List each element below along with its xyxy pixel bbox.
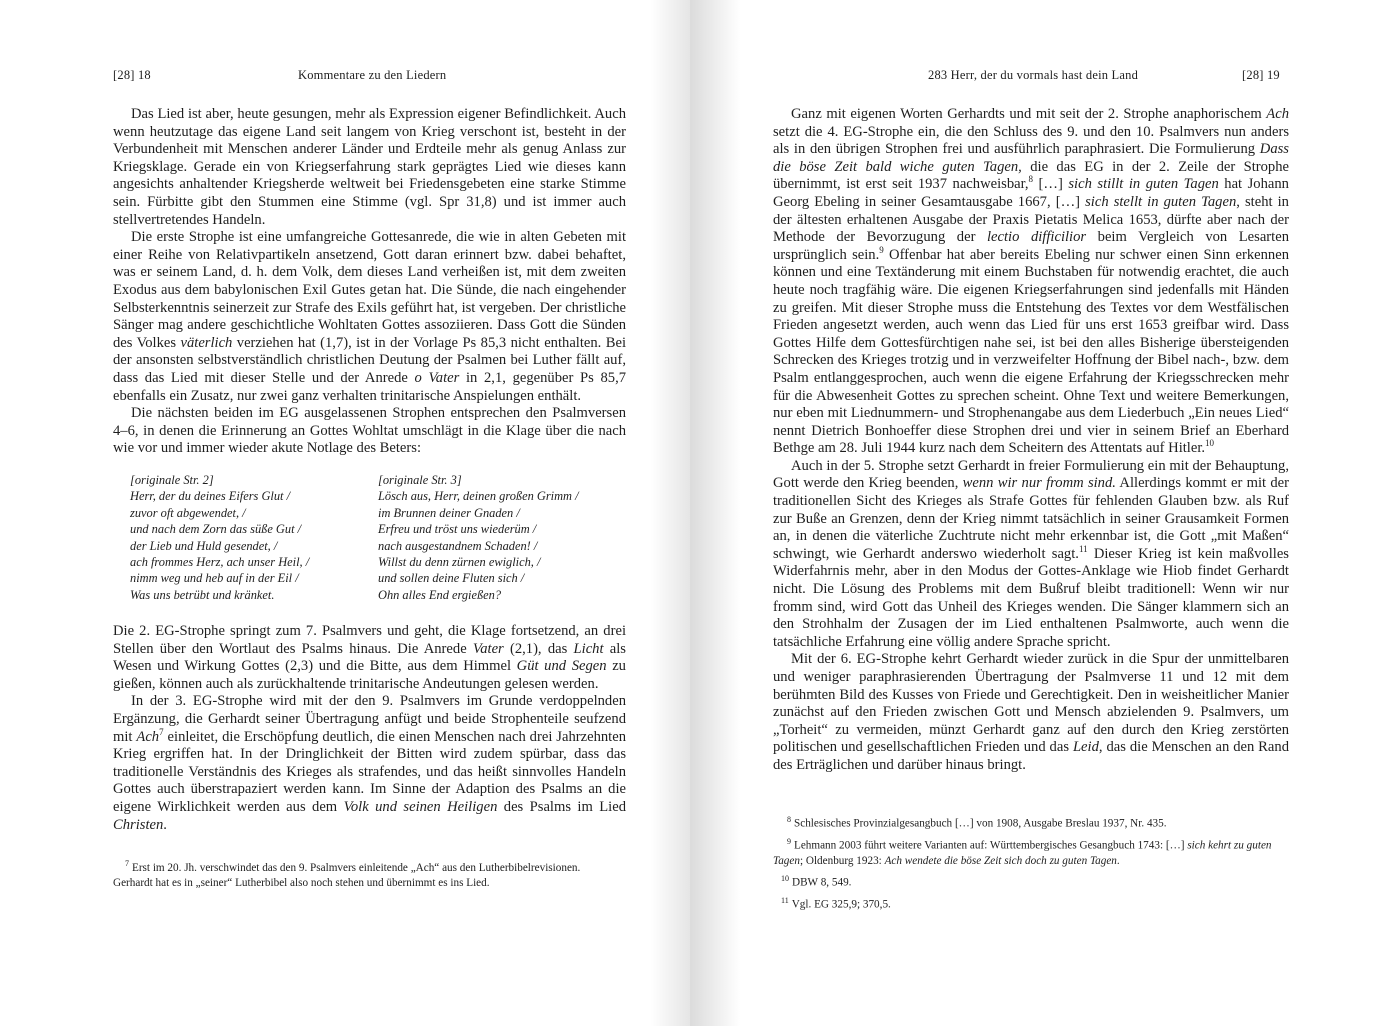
text-run: hat Johann Georg Ebeling in seiner Gesamtausgabe 1667, […] bbox=[773, 176, 1289, 210]
right-running-title: 283 Herr, der du vormals hast dein Land bbox=[928, 68, 1139, 82]
right-paragraph-1 bbox=[773, 106, 1289, 458]
poem-line: zuvor oft abgewendet, / bbox=[130, 505, 246, 520]
poem-line: Lösch aus, Herr, deinen großen Grimm / bbox=[378, 489, 579, 504]
text-run: . bbox=[163, 816, 167, 833]
poem-line: und nach dem Zorn das süße Gut / bbox=[130, 522, 302, 537]
text-run: Auch in der 5. Strophe setzt Gerhardt in freier Formulierung ein mit der Behauptung, Gott werde den Krieg beenden, bbox=[773, 457, 1289, 492]
footnote-ref: 10 bbox=[1205, 438, 1215, 449]
poem-line: Herr, der du deines Eifers Glut / bbox=[130, 489, 291, 504]
italic-run: sich kehrt zu guten Tagen bbox=[773, 839, 1272, 867]
text-run: Dieser Krieg ist kein maßvolles Widerfahrnis mehr, aber in den Modus der Gottes-Anklage wie Hiob findet Gerhardt nicht. Die Lösung des Problems mit dem Bußruf bleibt traditionell: Wenn wir nur fromm sind, wird Gott das Unheil des Krieges wenden. Die Sänger klammern sich an den Strohhalm der Zusagen der im Lied enthaltenen Psalmworte, auch wenn die tatsächliche Erfahrung eine völlig andere Sprache spricht. bbox=[773, 545, 1289, 650]
right-page-number: [28] 19 bbox=[1242, 68, 1280, 82]
text-run: zu gießen, können auch als zurückhaltende trinitarische Andeutungen gelesen werden. bbox=[113, 658, 626, 692]
italic-run: Volk und seinen Heiligen bbox=[343, 798, 498, 815]
poem-original-stanza-3 bbox=[378, 472, 618, 603]
text-run: einleitet, die Erschöpfung deutlich, die einen Menschen nach drei Jahrzehnten Krieg ergriffen hat. In der Dringlichkeit der Bitten wird zudem spürbar, dass das traditionelle Verständnis des Krieges als strafendes, und das heißt sinnvolles Handeln Gottes auch überstrapaziert werden kann. Im Sinne der Adaption des Psalms an die eigene Wirklichkeit werden aus dem bbox=[113, 728, 626, 815]
text-run: Mit der 6. EG-Strophe kehrt Gerhardt wieder zurück in die Spur der unmittelbaren und weniger paraphrasierenden Übertragung der Psalmverse 11 und 12 mit dem berühmten Bild des Kusses von Friede und Gerechtigkeit. Den in weisheitlicher Manier zunächst auf den Frieden zwischen Gott und Mensch abzielenden 9. Psalmvers, um „Torheit“ zu vermeiden, münzt Gerhardt ganz auf den durch den Krieg zerstörten politischen und gesellschaftlichen Frieden und das bbox=[773, 651, 1289, 756]
footnote-ref: 11 bbox=[1078, 543, 1088, 554]
italic-run: Licht bbox=[573, 640, 604, 657]
text-run: die das EG in der 2. Zeile der Strophe übernimmt, ist erst seit 1937 nachweisbar, bbox=[773, 158, 1290, 193]
left-page bbox=[0, 0, 690, 1026]
italic-run: o Vater bbox=[414, 369, 460, 386]
footnote-text: . bbox=[1116, 854, 1120, 867]
footnote-ref: 7 bbox=[159, 726, 164, 737]
left-page-number: [28] 18 bbox=[113, 68, 151, 82]
text-run: des Psalms im Lied bbox=[497, 798, 626, 815]
footnote-text: Gerhardt hat es in „seiner“ Lutherbibel also noch stehen und übernimmt es ins Lied. bbox=[113, 876, 490, 889]
footnote-text: Schlesisches Provinzialgesangbuch […] von 1908, Ausgabe Breslau 1937, Nr. 435. bbox=[794, 817, 1167, 830]
poem-line: im Brunnen deiner Gnaden / bbox=[378, 505, 520, 520]
italic-run: wenn wir nur fromm sind. bbox=[962, 475, 1116, 492]
footnote-ref: 9 bbox=[879, 244, 884, 255]
italic-run: Vater bbox=[472, 640, 504, 657]
text-run: setzt die 4. EG-Strophe ein, die den Schluss des 9. und den 10. Psalmvers nun anders als in den übrigen Strophen frei und ausführlich paraphrasiert. Die Formulierung bbox=[773, 123, 1289, 158]
left-body-upper bbox=[113, 106, 626, 458]
italic-run: Ach wendete die böse Zeit sich doch zu guten Tagen bbox=[884, 854, 1117, 867]
right-gutter-shadow bbox=[690, 0, 740, 1026]
poem-line: [originale Str. 2] bbox=[130, 473, 214, 487]
italic-run: Christen bbox=[113, 816, 164, 833]
text-run: Die 2. EG-Strophe springt zum 7. Psalmvers und geht, die Klage fortsetzend, an drei Stellen über den Wortlaut des Psalms hinaus. Die Anrede bbox=[113, 623, 626, 657]
poem-original-stanza-2 bbox=[130, 472, 370, 603]
poem-line: Ohn alles End ergießen? bbox=[378, 587, 502, 602]
text-run: , steht in der ältesten erhaltenen Ausgabe der Praxis Pietatis Melica 1653, dürfte aber nach der Methode der Bevorzugung der bbox=[773, 193, 1289, 246]
italic-run: väterlich bbox=[180, 334, 233, 351]
poem-line: nimm weg und heb auf in der Eil / bbox=[130, 571, 299, 586]
italic-run: Dass die böse Zeit bald wiche guten Tagen, bbox=[773, 141, 1289, 175]
text-run: Ganz mit eigenen Worten Gerhardts und mit seit der 2. Strophe anaphorischem bbox=[791, 106, 1267, 122]
footnote-text: Erst im 20. Jh. verschwindet das den 9. Psalmvers einleitende „Ach“ aus den Lutherbibelrevisionen. bbox=[132, 861, 581, 874]
text-run: (2,1), das bbox=[503, 640, 574, 657]
right-footnotes bbox=[773, 812, 1289, 915]
italic-run: Ach bbox=[136, 728, 160, 745]
poem-line: Erfreu und tröst uns wiederüm / bbox=[378, 522, 537, 537]
text-run: […] bbox=[1033, 176, 1069, 193]
left-footnotes bbox=[113, 856, 633, 893]
poem-line: der Lieb und Huld gesendet, / bbox=[130, 538, 278, 553]
footnote-number: 7 bbox=[125, 859, 129, 868]
italic-run: Leid bbox=[1072, 739, 1099, 756]
left-running-title: Kommentare zu den Liedern bbox=[298, 68, 447, 82]
footnote-number: 10 bbox=[781, 874, 789, 884]
footnote-7 bbox=[113, 856, 633, 891]
footnote-11 bbox=[773, 893, 1289, 913]
left-paragraph-1: Das Lied ist aber, heute gesungen, mehr als Expression eigener Befindlichkeit. Auch wenn heutzutage das eigene Land seit langem von Krieg verschont ist, besteht in der Verbundenheit mit Menschen anderer Länder und Erdteile mehr als genug Anlass zur Kriegsklage. Gerade ein von Kriegserfahrung stark geprägtes Lied wie dieses kann angesichts anhaltender Kriegsherde weltweit bei Friedensgebeten eine starke Stimme sein. Fürbitte gibt den Stummen eine Stimme (vgl. Spr 31,8) und ist immer auch stellvertretendes Handeln. bbox=[113, 106, 626, 228]
text-run: in 2,1, gegenüber Ps 85,7 ebenfalls ein Zusatz, nur zwei ganz verhalten trinitarische Anspielungen enthält. bbox=[113, 369, 627, 404]
text-run: beim Vergleich von Lesarten ursprünglich sein. bbox=[773, 229, 1289, 263]
italic-run: sich stillt in guten Tagen bbox=[1068, 176, 1219, 193]
poem-line: Was uns betrübt und kränket. bbox=[130, 587, 275, 602]
right-paragraph-2 bbox=[773, 458, 1289, 652]
poem-line: ach frommes Herz, ach unser Heil, / bbox=[130, 555, 310, 570]
footnote-text: Vgl. EG 325,9; 370,5. bbox=[791, 898, 891, 911]
left-paragraph-4 bbox=[113, 623, 626, 693]
text-run: Offenbar hat aber bereits Ebeling nur schwer einen Sinn erkennen können und eine Textänderung mit einem Buchstaben für notwendig erachtet, die auch heute noch tragfähig wäre. Die eigenen Kriegserfahrungen sind jedenfalls mit Händen zu greifen. Mit dieser Strophe muss die Entstehung des Textes vor dem Westfälischen Frieden angesetzt werden, auch wenn das Lied für uns erst 1653 greifbar wird. Dass Gottes Hilfe dem Gottesfürchtigen nahe sei, ist bei den alles Bisherige übersteigenden Schrecken des Krieges trotzig und in verzweifelter Hoffnung der Bibel nach-, bzw. dem Psalm entlanggesprochen, auch wenn die eigene Erfahrung der Kriegsschrecken mehr für die Abwesenheit Gottes zu sprechen scheint. Ohne Text und weitere Bemerkungen, nur eben mit Liednummern- und Strophenangabe aus dem Liederbuch „Ein neues Lied“ nennt Dietrich Bonhoeffer diese Strophen drei und vier in seinem Brief an Eberhard Bethge am 28. Juli 1944 kurz nach dem Scheitern des Attentats auf Hitler. bbox=[773, 246, 1289, 457]
left-paragraph-2 bbox=[113, 229, 626, 405]
footnote-ref: 8 bbox=[1028, 174, 1034, 185]
left-gutter-shadow bbox=[650, 0, 690, 1026]
text-run: , das die Menschen an den Rand des Erträglichen und darüber hinaus bringt. bbox=[773, 739, 1289, 773]
text-run: als Wesen und Wirkung Gottes (2,3) und die Bitte, aus dem Himmel bbox=[113, 640, 626, 675]
text-run: Allerdings kommt er mit der traditionellen Sicht des Krieges als Strafe Gottes für fehlenden Glauben bzw. als Ruf zur Buße an Grenzen, denn der Krieg nimmt tatsächlich in seiner Grausamkeit Formen an, in denen die väterliche Zuchtrute nicht mehr erkennbar ist, die Gott „mit Maßen“ schwingt, wie Gerhardt anderswo wiederholt sagt. bbox=[773, 475, 1290, 562]
poem-line: nach ausgestandnem Schaden! / bbox=[378, 538, 538, 553]
left-body-lower bbox=[113, 623, 626, 834]
footnote-text: ; Oldenburg 1923: bbox=[799, 854, 885, 867]
footnote-text: Lehmann 2003 führt weitere Varianten auf: Württembergisches Gesangbuch 1743: […] bbox=[794, 839, 1188, 852]
italic-run: Güt und Segen bbox=[516, 658, 607, 675]
italic-run: lectio difficilior bbox=[986, 229, 1087, 246]
footnote-number: 8 bbox=[787, 815, 791, 824]
text-run: verziehen hat (1,7), ist in der Vorlage Ps 85,3 nicht enthalten. Bei der ansonsten selbstverständlich christlichen Deutung der Psalmen bei Luther fällt auf, dass das Lied mit dieser Stelle und der Anrede bbox=[113, 334, 627, 386]
text-run: Die erste Strophe ist eine umfangreiche Gottesanrede, die wie in alten Gebeten mit einer Reihe von Relativpartikeln ansetzend, Gott daran erinnert bzw. dabei behaftet, was er seinem Land, d. h. dem Volk, dem dieses Land verheißen ist, mit dem zweiten Exodus aus dem babylonischen Exil Gutes getan hat. Die Sünde, die nach eingehender Selbsterkenntnis seinerzeit zur Strafe des Exils geführt hat, ist vergeben. Der christliche Sänger mag andere geschichtliche Wohltaten Gottes assoziieren. Dass Gott die Sünden des Volkes bbox=[113, 229, 626, 351]
italic-run: sich stellt in guten Tagen bbox=[1085, 193, 1237, 210]
poem-line: und sollen deine Fluten sich / bbox=[378, 571, 525, 586]
left-paragraph-5 bbox=[113, 693, 626, 834]
poem-line: [originale Str. 3] bbox=[378, 473, 462, 487]
italic-run: Ach bbox=[1266, 106, 1289, 122]
footnote-8 bbox=[773, 812, 1289, 832]
footnote-number: 9 bbox=[787, 836, 791, 846]
text-run: In der 3. EG-Strophe wird mit der den 9. Psalmvers im Grunde verdoppelnden Ergänzung, die Gerhardt seiner Übertragung anfügt und beide Strophenteile seufzend mit bbox=[113, 693, 626, 745]
poem-line: Willst du denn zürnen ewiglich, / bbox=[378, 555, 541, 570]
right-paragraph-3 bbox=[773, 651, 1289, 774]
footnote-10 bbox=[773, 871, 1289, 891]
right-body bbox=[773, 106, 1289, 775]
left-paragraph-3: Die nächsten beiden im EG ausgelassenen Strophen entsprechen den Psalmversen 4–6, in denen die Erinnerung an Gottes Wohltat umschlägt in die Klage über die nach wie vor und immer wieder akute Notlage des Beters: bbox=[113, 405, 626, 457]
footnote-9 bbox=[773, 834, 1289, 869]
right-page bbox=[690, 0, 1399, 1026]
footnote-text: DBW 8, 549. bbox=[792, 876, 852, 889]
footnote-number: 11 bbox=[781, 896, 789, 906]
